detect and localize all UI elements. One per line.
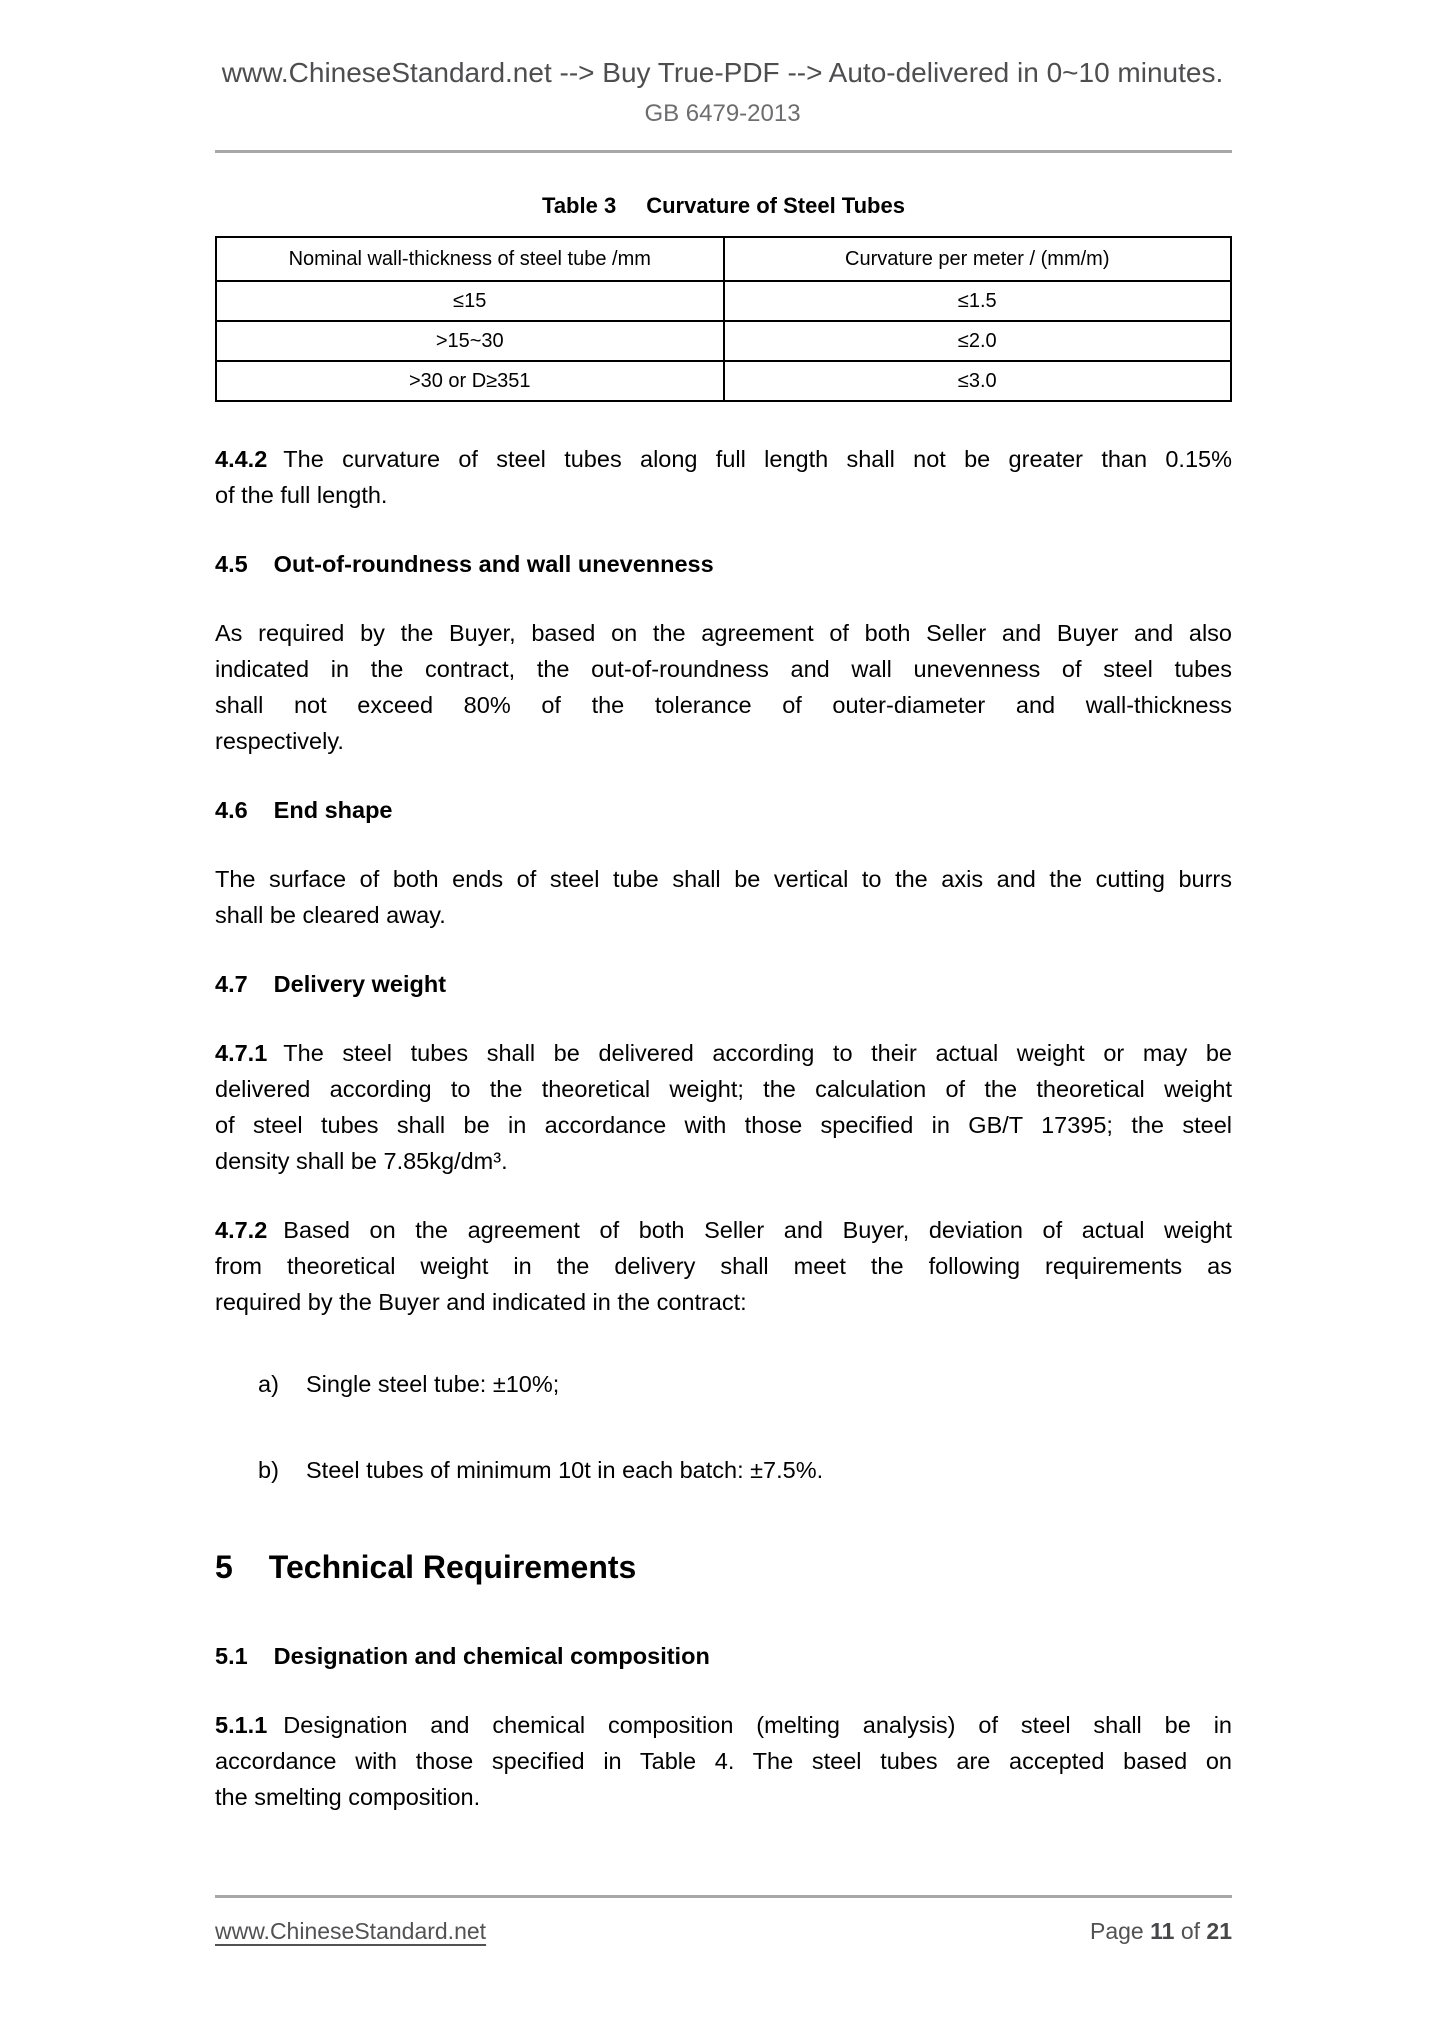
- paragraph-line: 4.7.1 The steel tubes shall be delivered according to their actual weight or may be: [215, 1040, 1232, 1066]
- clause-number: 4.7.1: [215, 1040, 268, 1066]
- list-text: Steel tubes of minimum 10t in each batch: ±7.5%.: [306, 1457, 824, 1483]
- section-title: Technical Requirements: [268, 1549, 637, 1585]
- table-row: [216, 321, 1231, 361]
- paragraph: [215, 441, 1232, 513]
- paragraph: [215, 1707, 1232, 1815]
- paragraph-line: the smelting composition.: [215, 1784, 481, 1810]
- table-caption-text: Curvature of Steel Tubes: [646, 193, 905, 218]
- footer-page-label: Page: [1090, 1918, 1144, 1944]
- header-promo-text: www.ChineseStandard.net --> Buy True-PDF --> Auto-delivered in 0~10 minutes.: [221, 57, 1224, 88]
- section-title: End shape: [273, 797, 393, 823]
- clause-number: 5.1.1: [215, 1712, 268, 1738]
- paragraph-line: accordance with those specified in Table 4. The steel tubes are accepted based on: [215, 1748, 1232, 1774]
- table-cell: ≤3.0: [724, 361, 1232, 401]
- section-heading: [215, 546, 1232, 582]
- paragraph-line: of steel tubes shall be in accordance with those specified in GB/T 17395; the steel: [215, 1112, 1232, 1138]
- table-cell: ≤15: [216, 281, 724, 321]
- footer: [215, 1918, 1232, 1945]
- header-divider: [215, 150, 1232, 153]
- section-heading: [215, 792, 1232, 828]
- curvature-table: [215, 236, 1232, 402]
- list-marker: b): [258, 1457, 279, 1483]
- section-heading: [215, 966, 1232, 1002]
- clause-number: 4.7.2: [215, 1217, 268, 1243]
- footer-page-info: [1090, 1918, 1232, 1945]
- table-cell: >15~30: [216, 321, 724, 361]
- paragraph-line: from theoretical weight in the delivery shall meet the following requirements as: [215, 1253, 1232, 1279]
- paragraph-line: shall be cleared away.: [215, 902, 446, 928]
- footer-page-number: 11: [1150, 1918, 1175, 1944]
- list-marker: a): [258, 1371, 279, 1397]
- table-col-header-thickness: Nominal wall-thickness of steel tube /mm: [216, 237, 724, 281]
- paragraph-line: As required by the Buyer, based on the agreement of both Seller and Buyer and also: [215, 620, 1232, 646]
- paragraph-line: The surface of both ends of steel tube shall be vertical to the axis and the cutting burrs: [215, 866, 1232, 892]
- paragraph-line: 5.1.1 Designation and chemical composition (melting analysis) of steel shall be in: [215, 1712, 1232, 1738]
- paragraph-line: required by the Buyer and indicated in the contract:: [215, 1289, 747, 1315]
- paragraph-line: 4.7.2 Based on the agreement of both Seller and Buyer, deviation of actual weight: [215, 1217, 1232, 1243]
- section-title: Delivery weight: [273, 971, 447, 997]
- table-caption-prefix: Table 3: [542, 193, 617, 218]
- footer-page-total: 21: [1206, 1918, 1232, 1944]
- table-col-header-curvature: Curvature per meter / (mm/m): [724, 237, 1232, 281]
- section-heading: [215, 1638, 1232, 1674]
- list-item: [215, 1366, 1232, 1402]
- paragraph-line: shall not exceed 80% of the tolerance of outer-diameter and wall-thickness: [215, 692, 1232, 718]
- table-caption: [215, 193, 1232, 219]
- paragraph-line: density shall be 7.85kg/dm³.: [215, 1148, 508, 1174]
- footer-site-link[interactable]: www.ChineseStandard.net: [215, 1918, 487, 1944]
- section-number: 4.7: [215, 971, 248, 997]
- footer-divider: [215, 1895, 1232, 1898]
- section-title: Out-of-roundness and wall unevenness: [273, 551, 714, 577]
- section-title: Designation and chemical composition: [273, 1643, 710, 1669]
- section-heading: [215, 1544, 1232, 1590]
- paragraph: [215, 1035, 1232, 1179]
- section-number: 4.6: [215, 797, 248, 823]
- section-number: 5.1: [215, 1643, 248, 1669]
- footer-of-label: of: [1180, 1918, 1201, 1944]
- paragraph-line: delivered according to the theoretical weight; the calculation of the theoretical weight: [215, 1076, 1232, 1102]
- table-header-row: [216, 237, 1231, 281]
- paragraph-line: respectively.: [215, 728, 344, 754]
- section-number: 4.5: [215, 551, 248, 577]
- paragraph-line: indicated in the contract, the out-of-roundness and wall unevenness of steel tubes: [215, 656, 1232, 682]
- table-row: [216, 361, 1231, 401]
- document-body: [215, 441, 1232, 1815]
- paragraph-line: of the full length.: [215, 482, 388, 508]
- table-row: [216, 281, 1231, 321]
- paragraph: [215, 615, 1232, 759]
- clause-number: 4.4.2: [215, 446, 268, 472]
- list-text: Single steel tube: ±10%;: [306, 1371, 560, 1397]
- table-cell: >30 or D≥351: [216, 361, 724, 401]
- paragraph: [215, 861, 1232, 933]
- table-cell: ≤1.5: [724, 281, 1232, 321]
- paragraph-line: 4.4.2 The curvature of steel tubes along full length shall not be greater than 0.15%: [215, 446, 1232, 472]
- section-number: 5: [215, 1549, 233, 1585]
- table-cell: ≤2.0: [724, 321, 1232, 361]
- list-item: [215, 1452, 1232, 1488]
- header-standard-number: GB 6479-2013: [644, 100, 801, 127]
- paragraph: [215, 1212, 1232, 1320]
